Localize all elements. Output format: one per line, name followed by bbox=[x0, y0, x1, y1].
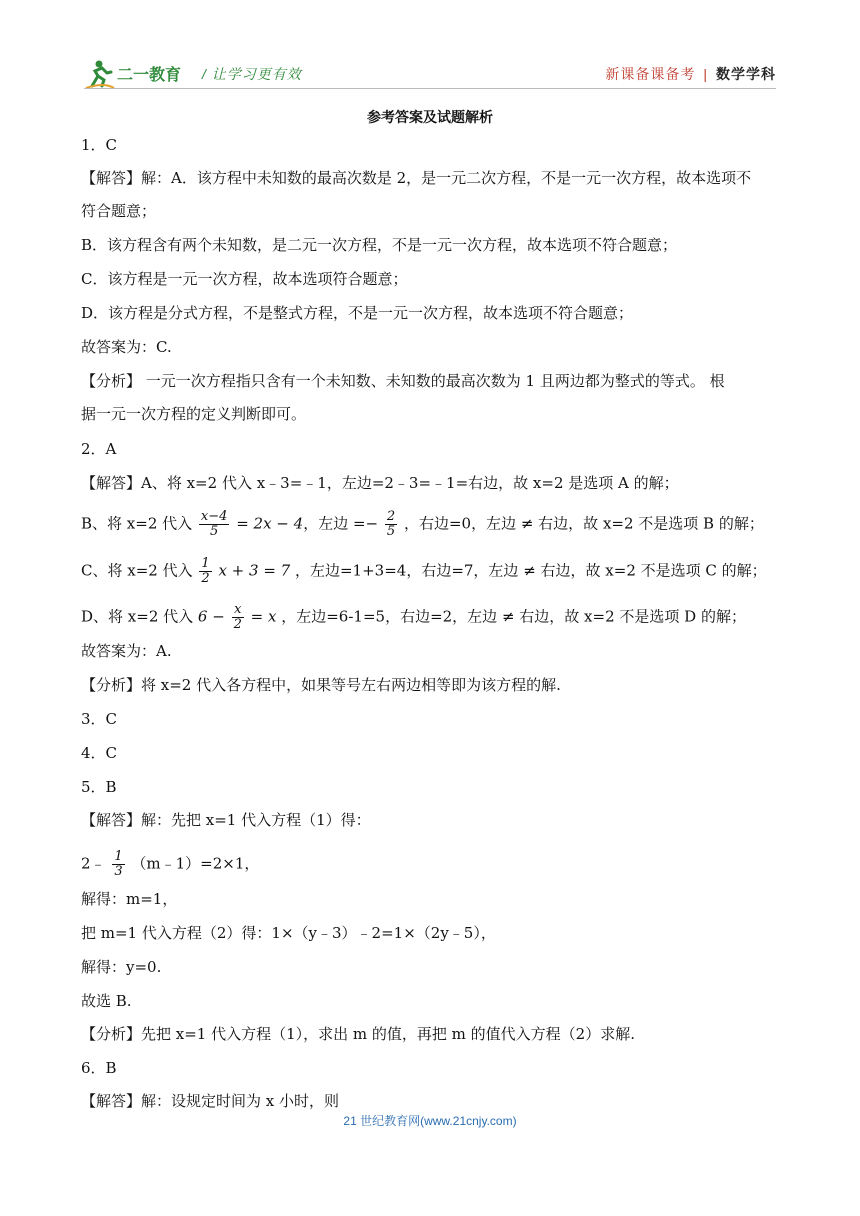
subject-label: 数学学科 bbox=[716, 66, 776, 82]
q5-analysis: 【分析】先把 x=1 代入方程（1），求出 m 的值，再把 m 的值代入方程（2）求解. bbox=[81, 1025, 635, 1043]
q1-answer: 故答案为：C. bbox=[81, 338, 172, 356]
q2-option-d: D、将 x=2 代入 6 − $\frac{x}{2}$ = x ，左边=6-1=5，右边=2，左边 ≠ 右边，故 x=2 不是选项 D 的解； bbox=[81, 602, 746, 632]
fraction: $\frac{1}{3}$ bbox=[114, 849, 123, 879]
footer-source-link[interactable]: 21 世纪教育网(www.21cnjy.com) bbox=[343, 1114, 517, 1128]
q3-number: 3．C bbox=[81, 710, 118, 728]
header-divider bbox=[84, 88, 776, 89]
slogan: / 让学习更有效 bbox=[202, 66, 302, 82]
q5-line: 【解答】解：先把 x=1 代入方程（1）得： bbox=[81, 811, 371, 829]
header-separator: | bbox=[703, 66, 708, 82]
logo-text: 二一教育 bbox=[117, 65, 182, 84]
q6-line: 【解答】解：设规定时间为 x 小时，则 bbox=[81, 1092, 339, 1110]
q2-option-a: 【解答】A、将 x=2 代入 x﹣3=﹣1，左边=2﹣3=﹣1=右边，故 x=2 是选项 A 的解； bbox=[81, 474, 679, 492]
page-title: 参考答案及试题解析 bbox=[367, 110, 493, 126]
subject-info bbox=[605, 64, 776, 84]
q1-line: 符合题意； bbox=[81, 202, 157, 220]
q5-line: 解得：y=0. bbox=[81, 958, 162, 976]
logo bbox=[84, 58, 199, 90]
course-label: 新课备课备考 bbox=[605, 66, 696, 82]
q1-line: D．该方程是分式方程，不是整式方程，不是一元一次方程，故本选项不符合题意； bbox=[81, 304, 634, 322]
q2-analysis: 【分析】将 x=2 代入各方程中，如果等号左右两边相等即为该方程的解. bbox=[81, 676, 561, 694]
q2-option-c: C、将 x=2 代入 $\frac{1}{2}$ x + 3 = 7 ，左边=1+3=4，右边=7，左边 ≠ 右边，故 x=2 不是选项 C 的解； bbox=[81, 556, 767, 586]
fraction: $\frac{x}{2}$ bbox=[233, 602, 242, 632]
q5-line: 解得：m=1， bbox=[81, 890, 178, 908]
q5-number: 5．B bbox=[81, 778, 117, 796]
q2-answer: 故答案为：A. bbox=[81, 642, 172, 660]
q1-line: 【解答】解：A．该方程中未知数的最高次数是 2，是一元二次方程，不是一元一次方程，故本选项不 bbox=[81, 169, 752, 187]
q4-number: 4．C bbox=[81, 744, 118, 762]
page-header bbox=[84, 58, 776, 90]
fraction: $\frac{x-4}{5}$ bbox=[200, 509, 228, 539]
q5-line: 2﹣ $\frac{1}{3}$ （m﹣1）=2×1， bbox=[81, 849, 260, 879]
q1-analysis: 【分析】 一元一次方程指只含有一个未知数、未知数的最高次数为 1 且两边都为整式的等式。 根 bbox=[81, 372, 725, 390]
q1-line: C．该方程是一元一次方程，故本选项符合题意； bbox=[81, 270, 408, 288]
q1-line: B．该方程含有两个未知数，是二元一次方程，不是一元一次方程，故本选项不符合题意； bbox=[81, 236, 678, 254]
fraction: $\frac{1}{2}$ bbox=[201, 556, 210, 586]
q1-number: 1．C bbox=[81, 136, 118, 154]
q2-number: 2．A bbox=[81, 440, 117, 458]
q6-number: 6．B bbox=[81, 1059, 117, 1077]
q2-option-b: B、将 x=2 代入 $\frac{x-4}{5}$ = 2x − 4，左边 =− $\frac{2}{5}$ ，右边=0，左边 ≠ 右边，故 x=2 不是选项 B 的解； bbox=[81, 509, 764, 539]
q1-analysis: 据一元一次方程的定义判断即可。 bbox=[81, 405, 307, 423]
q5-answer: 故选 B. bbox=[81, 992, 132, 1010]
fraction: $\frac{2}{5}$ bbox=[386, 509, 396, 539]
q5-line: 把 m=1 代入方程（2）得：1×（y﹣3）﹣2=1×（2y﹣5）， bbox=[81, 924, 496, 942]
runner-logo-icon bbox=[84, 58, 199, 90]
